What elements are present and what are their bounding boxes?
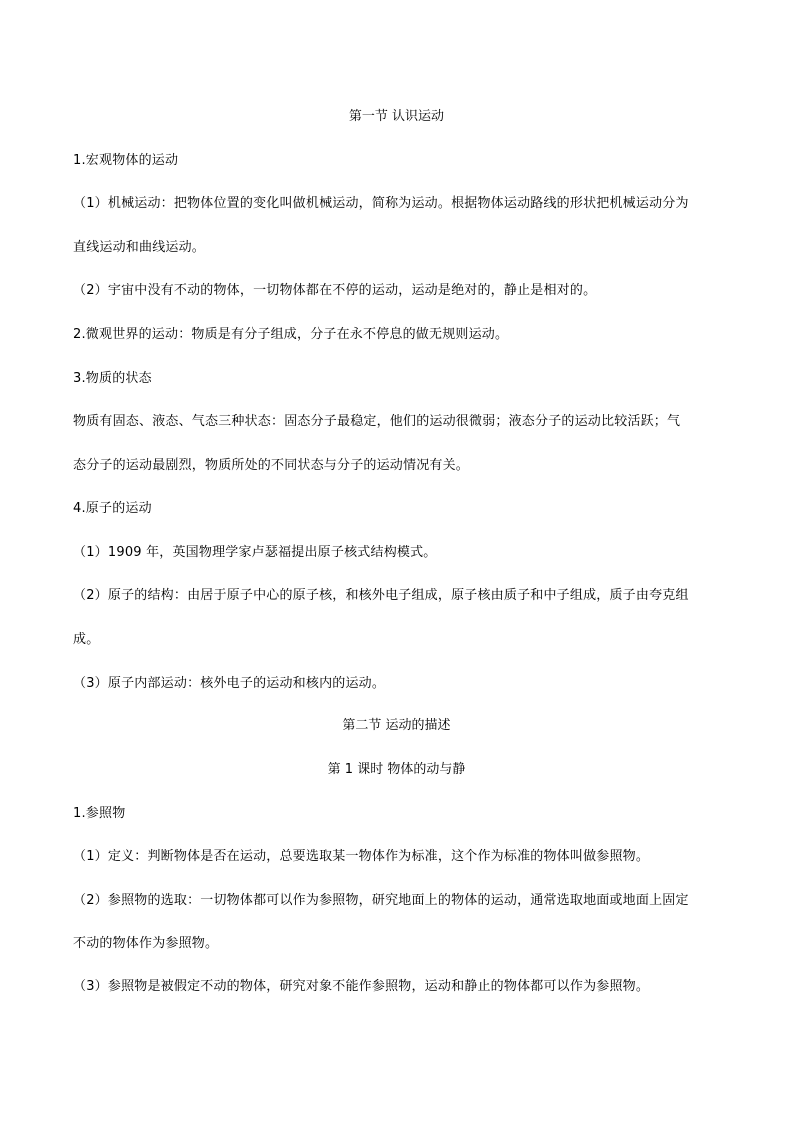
section-2-title: 第二节 运动的描述	[342, 718, 451, 733]
paragraph: 成。	[73, 632, 100, 647]
paragraph: 3.物质的状态	[73, 371, 152, 386]
paragraph: 直线运动和曲线运动。	[73, 240, 206, 255]
paragraph: 态分子的运动最剧烈，物质所处的不同状态与分子的运动情况有关。	[73, 458, 470, 473]
paragraph: 4.原子的运动	[73, 501, 152, 516]
paragraph: （1）机械运动：把物体位置的变化叫做机械运动，简称为运动。根据物体运动路线的形状把机械运动分为	[73, 196, 689, 211]
paragraph: （1）定义：判断物体是否在运动，总要选取某一物体作为标准，这个作为标准的物体叫做参照物。	[73, 849, 650, 864]
paragraph: （3）参照物是被假定不动的物体，研究对象不能作参照物，运动和静止的物体都可以作为参照物。	[73, 979, 650, 994]
section-2-subtitle: 第 1 课时 物体的动与静	[327, 762, 466, 777]
paragraph: （1）1909 年，英国物理学家卢瑟福提出原子核式结构模式。	[73, 545, 437, 560]
paragraph: 1.宏观物体的运动	[73, 153, 179, 168]
paragraph: 1.参照物	[73, 806, 126, 821]
paragraph: 不动的物体作为参照物。	[73, 936, 219, 951]
paragraph: （2）原子的结构：由居于原子中心的原子核，和核外电子组成，原子核由质子和中子组成，质子由夸克组	[73, 588, 689, 603]
paragraph: 物质有固态、液态、气态三种状态：固态分子最稳定，他们的运动很微弱；液态分子的运动比较活跃；气	[73, 414, 681, 429]
paragraph: （2）宇宙中没有不动的物体，一切物体都在不停的运动，运动是绝对的，静止是相对的。	[73, 283, 597, 298]
section-1-title: 第一节 认识运动	[348, 109, 445, 124]
paragraph: （2）参照物的选取：一切物体都可以作为参照物，研究地面上的物体的运动，通常选取地面或地面上固定	[73, 893, 689, 908]
paragraph: （3）原子内部运动：核外电子的运动和核内的运动。	[73, 676, 386, 691]
paragraph: 2.微观世界的运动：物质是有分子组成，分子在永不停息的做无规则运动。	[73, 327, 509, 342]
